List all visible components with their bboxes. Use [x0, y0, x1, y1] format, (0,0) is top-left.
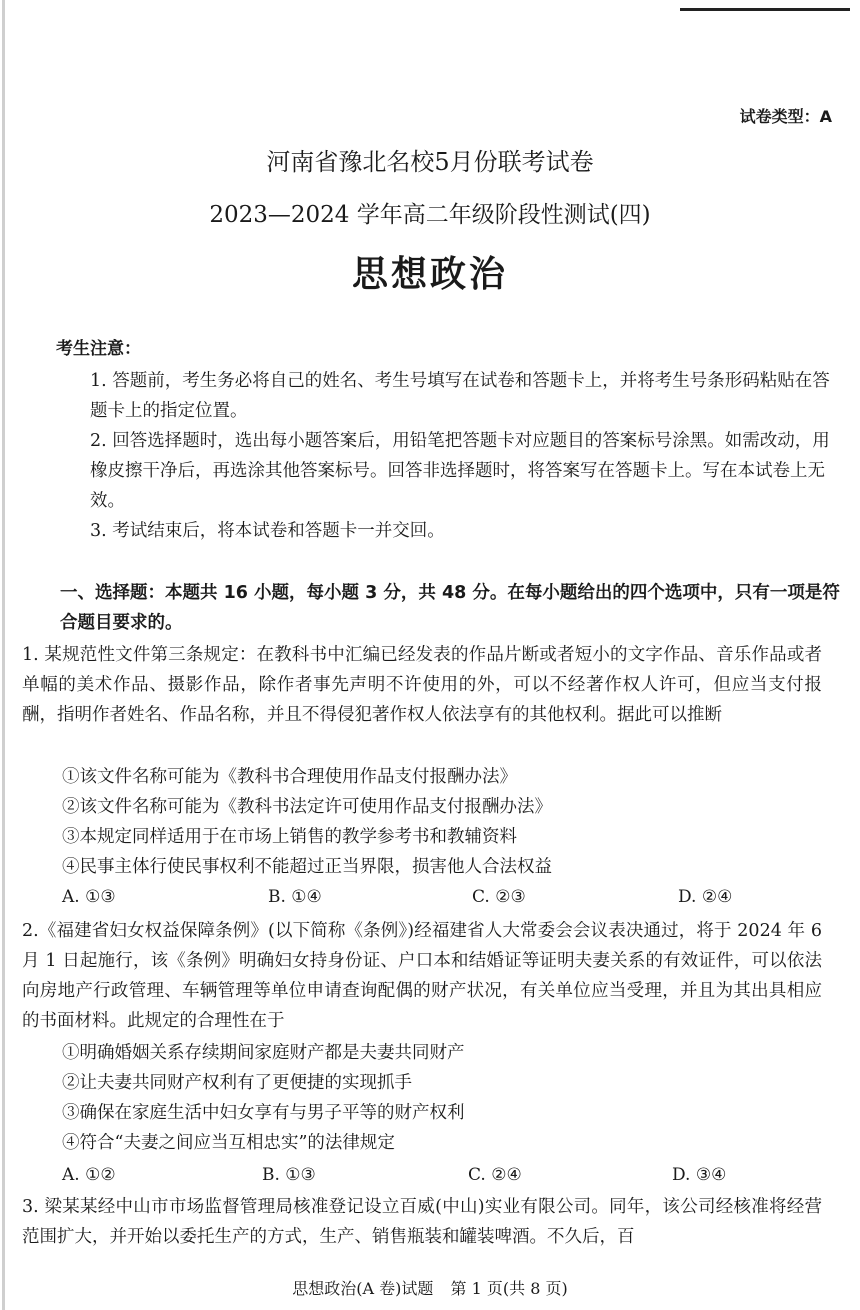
paper-type: 试卷类型：A: [739, 107, 832, 126]
question-1-statement-3: ③本规定同样适用于在市场上销售的教学参考书和教辅资料: [62, 827, 517, 847]
exam-title: 河南省豫北名校5月份联考试卷: [266, 148, 594, 176]
question-1-option-d: D. ②④: [678, 887, 733, 907]
question-1-option-c: C. ②③: [472, 887, 526, 907]
question-2-option-d: D. ③④: [672, 1165, 727, 1185]
question-2-statement-4: ④符合“夫妻之间应当互相忠实”的法律规定: [62, 1133, 395, 1153]
notice-item-3: 3. 考试结束后，将本试卷和答题卡一并交回。: [90, 521, 445, 541]
question-1-statement-4: ④民事主体行使民事权利不能超过正当界限，损害他人合法权益: [62, 857, 552, 877]
question-2-statement-2: ②让夫妻共同财产权利有了更便捷的实现抓手: [62, 1073, 412, 1093]
question-2-stem: 2.《福建省妇女权益保障条例》(以下简称《条例》)经福建省人大常委会会议表决通过，将于 2024 年 6 月 1 日起施行，该《条例》明确妇女持身份证、户口本和结婚证等证明夫妻关系的有效证件，可以依法向房地产行政管理、车辆管理等单位申请查询配偶的财产状况，有关单位应当受理，并且为其出具相应的书面材料。此规定的合理性在于: [22, 921, 822, 1031]
notice-heading: 考生注意：: [56, 339, 141, 359]
notice-item-2: 2. 回答选择题时，选出每小题答案后，用铅笔把答题卡对应题目的答案标号涂黑。如需改动，用橡皮擦干净后，再选涂其他答案标号。回答非选择题时，将答案写在答题卡上。写在本试卷上无效。: [90, 431, 830, 511]
question-3-stem: 3. 梁某某经中山市市场监督管理局核准登记设立百威(中山)实业有限公司。同年，该公司经核准将经营范围扩大，并开始以委托生产的方式，生产、销售瓶装和罐装啤酒。不久后，百: [22, 1197, 822, 1247]
question-1-statement-1: ①该文件名称可能为《教科书合理使用作品支付报酬办法》: [62, 767, 517, 787]
question-1-stem: 1. 某规范性文件第三条规定：在教科书中汇编已经发表的作品片断或者短小的文字作品、音乐作品或者单幅的美术作品、摄影作品，除作者事先声明不许使用的外，可以不经著作权人许可，但应当支付报酬，指明作者姓名、作品名称，并且不得侵犯著作权人依法享有的其他权利。据此可以推断: [22, 645, 822, 725]
page-footer: [0, 1276, 860, 1299]
question-1-statement-2: ②该文件名称可能为《教科书法定许可使用作品支付报酬办法》: [62, 797, 552, 817]
scan-top-line: [680, 8, 850, 11]
footer-page-number: 第 1 页(共 8 页): [450, 1279, 568, 1298]
question-1-option-b: B. ①④: [268, 887, 322, 907]
question-1-option-a: A. ①③: [62, 887, 116, 907]
footer-exam-name: 思想政治(A 卷)试题: [292, 1279, 434, 1298]
question-2-statement-1: ①明确婚姻关系存续期间家庭财产都是夫妻共同财产: [62, 1043, 465, 1063]
exam-subtitle: 2023—2024 学年高二年级阶段性测试(四): [209, 202, 651, 228]
question-2-statement-3: ③确保在家庭生活中妇女享有与男子平等的财产权利: [62, 1103, 465, 1123]
notice-item-1: 1. 答题前，考生务必将自己的姓名、考生号填写在试卷和答题卡上，并将考生号条形码粘贴在答题卡上的指定位置。: [90, 371, 830, 421]
question-2-option-c: C. ②④: [468, 1165, 522, 1185]
subject-title: 思想政治: [351, 254, 508, 295]
question-2-option-a: A. ①②: [62, 1165, 116, 1185]
question-2-option-b: B. ①③: [262, 1165, 316, 1185]
section-heading: 一、选择题：本题共 16 小题，每小题 3 分，共 48 分。在每小题给出的四个选项中，只有一项是符合题目要求的。: [60, 583, 840, 633]
